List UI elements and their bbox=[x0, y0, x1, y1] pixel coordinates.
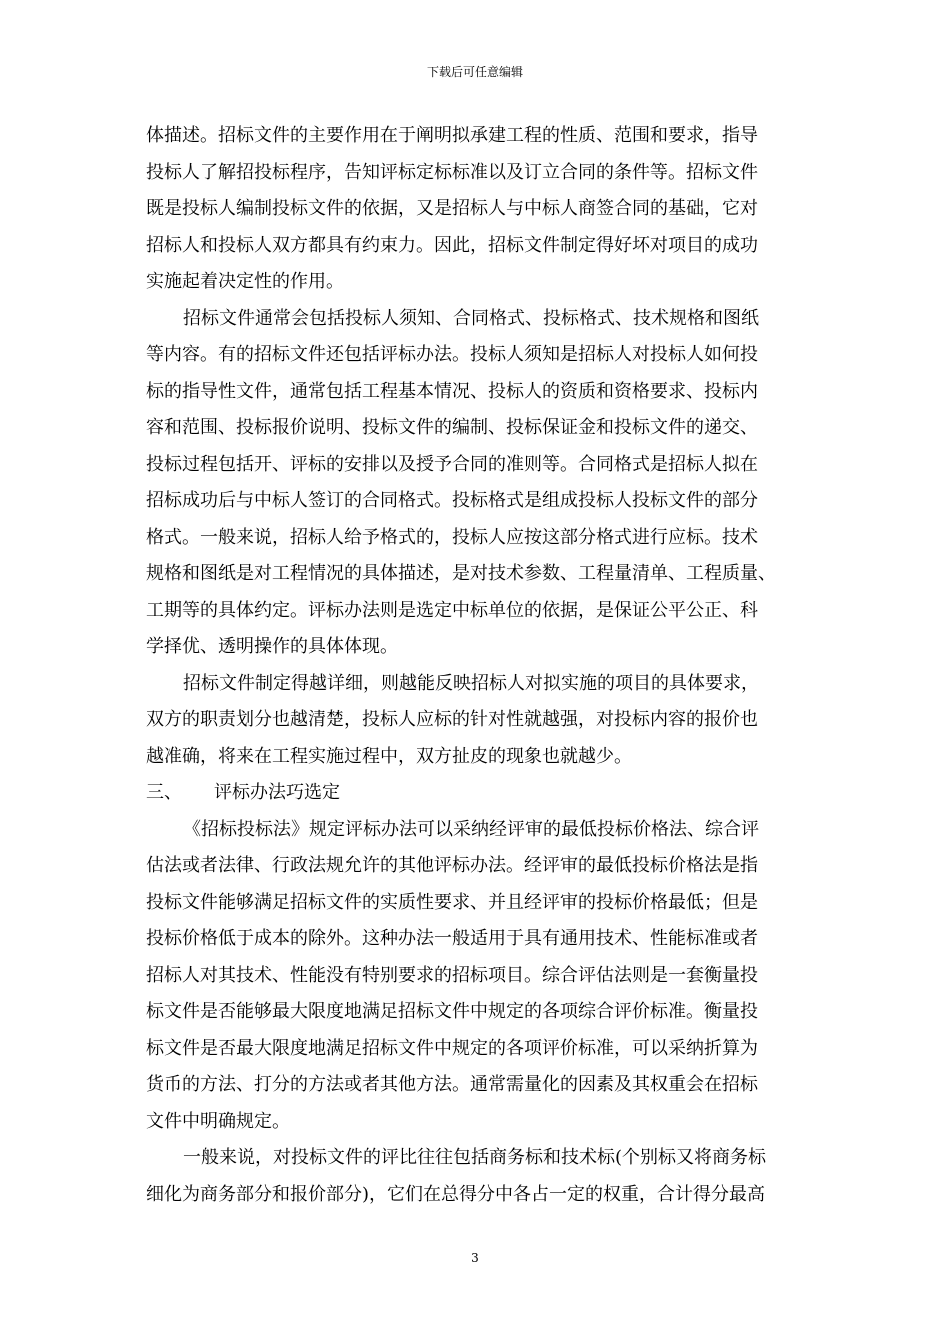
text-line: 文件中明确规定。 bbox=[146, 1110, 290, 1132]
text-line: 学择优、透明操作的具体体现。 bbox=[146, 636, 398, 657]
text-line: 双方的职责划分也越清楚，投标人应标的针对性就越强，对投标内容的报价也 bbox=[146, 709, 758, 730]
text-line: 容和范围、投标报价说明、投标文件的编制、投标保证金和投标文件的递交、 bbox=[146, 417, 758, 438]
text-line: 等内容。有的招标文件还包括评标办法。投标人须知是招标人对投标人如何投 bbox=[146, 344, 758, 365]
document-body bbox=[146, 118, 806, 1213]
section-heading-title: 评标办法巧选定 bbox=[214, 782, 340, 803]
text-line: 投标过程包括开、评标的安排以及授予合同的准则等。合同格式是招标人拟在 bbox=[146, 453, 758, 475]
page-number: 3 bbox=[471, 1251, 479, 1265]
text-line: 标文件是否最大限度地满足招标文件中规定的各项评价标准，可以采纳折算为 bbox=[146, 1037, 758, 1059]
text-line: 招标成功后与中标人签订的合同格式。投标格式是组成投标人投标文件的部分 bbox=[146, 490, 758, 511]
text-line: 标文件是否能够最大限度地满足招标文件中规定的各项综合评价标准。衡量投 bbox=[146, 1001, 758, 1022]
text-line: 越准确，将来在工程实施过程中，双方扯皮的现象也就越少。 bbox=[146, 745, 632, 767]
text-line: 估法或者法律、行政法规允许的其他评标办法。经评审的最低投标价格法是指 bbox=[146, 855, 758, 876]
text-line: 投标人了解招投标程序，告知评标定标标准以及订立合同的条件等。招标文件 bbox=[146, 161, 758, 183]
text-line: 货币的方法、打分的方法或者其他方法。通常需量化的因素及其权重会在招标 bbox=[146, 1074, 758, 1095]
text-line: 投标文件能够满足招标文件的实质性要求、并且经评审的投标价格最低；但是 bbox=[146, 891, 758, 913]
text-line: 投标价格低于成本的除外。这种办法一般适用于具有通用技术、性能标准或者 bbox=[146, 928, 758, 949]
text-line: 既是投标人编制投标文件的依据，又是招标人与中标人商签合同的基础，它对 bbox=[146, 198, 758, 219]
text-line: 规格和图纸是对工程情况的具体描述，是对技术参数、工程量清单、工程质量、 bbox=[146, 563, 776, 584]
text-line: 体描述。招标文件的主要作用在于阐明拟承建工程的性质、范围和要求，指导 bbox=[146, 125, 758, 146]
text-line: 格式。一般来说，招标人给予格式的，投标人应按这部分格式进行应标。技术 bbox=[146, 526, 758, 548]
text-line: 一般来说，对投标文件的评比往往包括商务标和技术标(个别标又将商务标 bbox=[183, 1147, 767, 1168]
text-line: 标的指导性文件，通常包括工程基本情况、投标人的资质和资格要求、投标内 bbox=[146, 380, 758, 402]
text-line: 招标文件通常会包括投标人须知、合同格式、投标格式、技术规格和图纸 bbox=[183, 307, 759, 329]
text-line: 工期等的具体约定。评标办法则是选定中标单位的依据，是保证公平公正、科 bbox=[146, 599, 758, 621]
text-line: 细化为商务部分和报价部分)，它们在总得分中各占一定的权重，合计得分最高 bbox=[146, 1183, 766, 1205]
text-line: 《招标投标法》规定评标办法可以采纳经评审的最低投标价格法、综合评 bbox=[183, 818, 759, 840]
text-line: 实施起着决定性的作用。 bbox=[146, 271, 344, 292]
section-heading bbox=[146, 775, 806, 812]
section-heading-number: 三、 bbox=[146, 782, 182, 803]
page-header: 下载后可任意编辑 bbox=[426, 65, 523, 79]
text-line: 招标文件制定得越详细，则越能反映招标人对拟实施的项目的具体要求， bbox=[183, 672, 759, 694]
text-line: 招标人和投标人双方都具有约束力。因此，招标文件制定得好坏对项目的成功 bbox=[146, 234, 758, 256]
text-line: 招标人对其技术、性能没有特别要求的招标项目。综合评估法则是一套衡量投 bbox=[146, 964, 758, 986]
